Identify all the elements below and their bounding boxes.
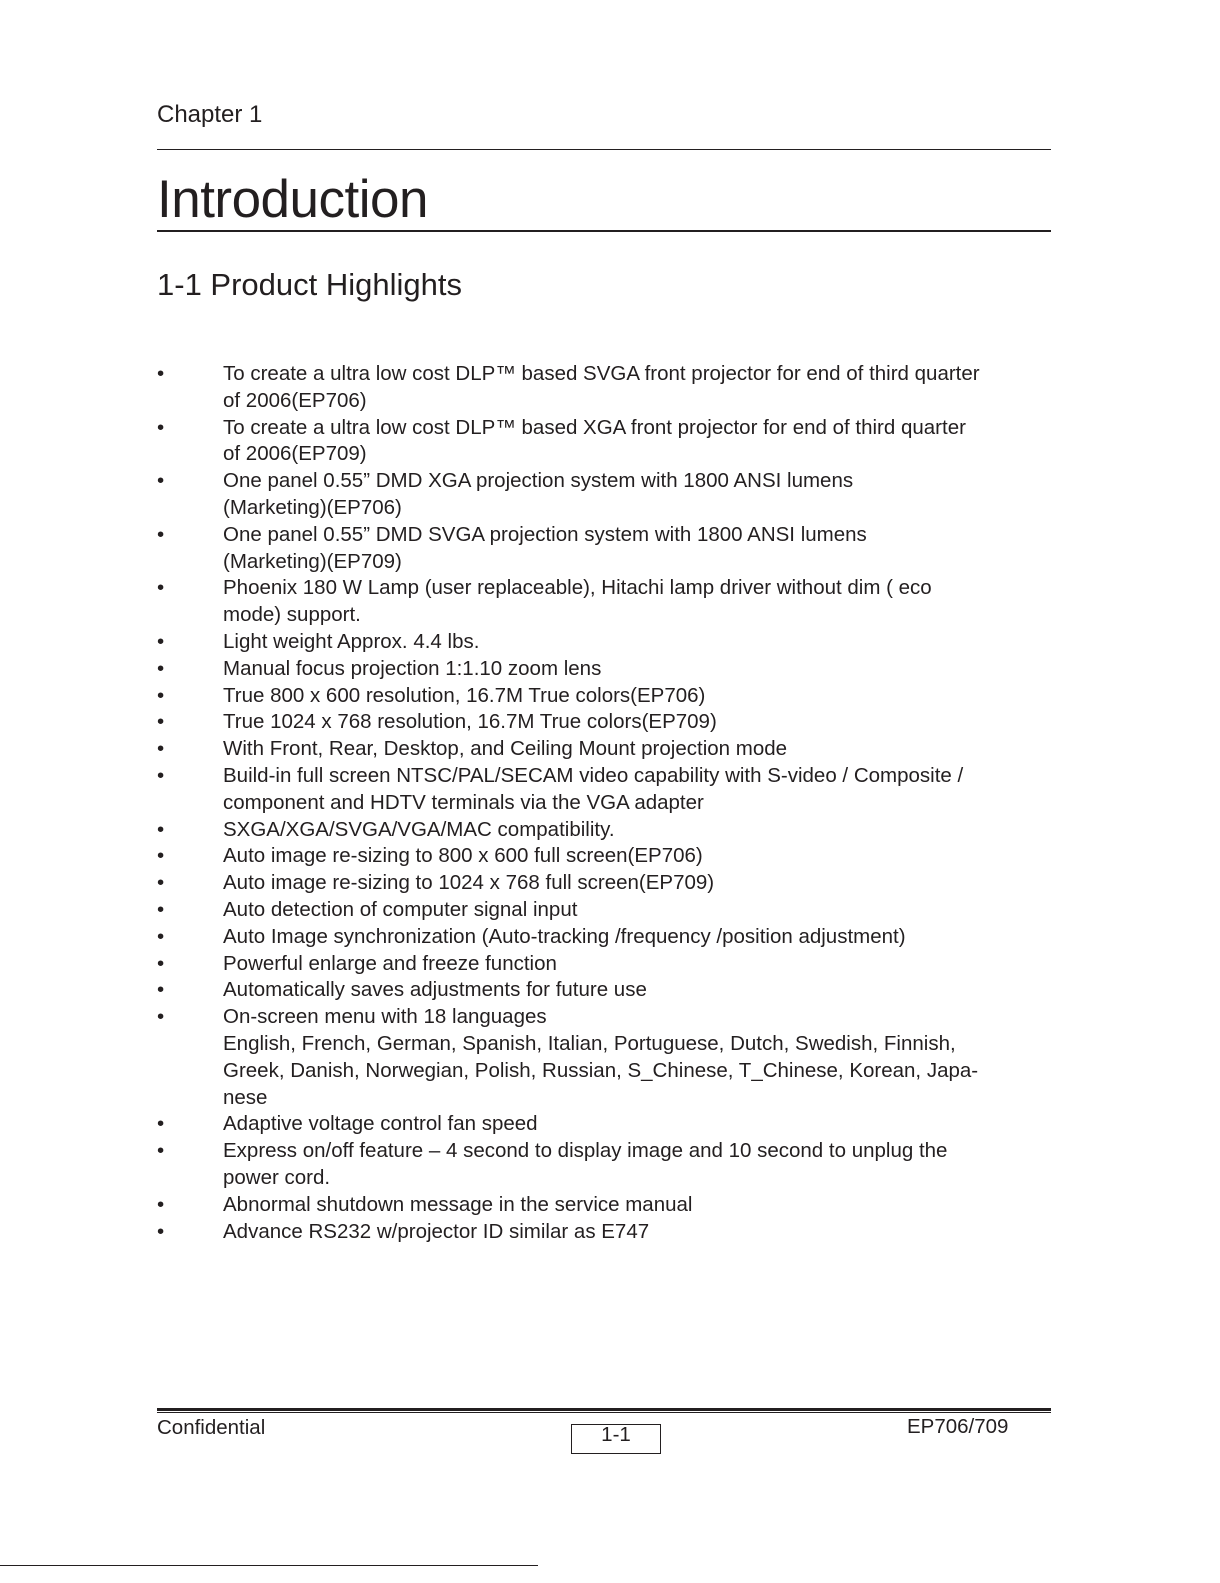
bullet-icon: • <box>157 924 165 948</box>
highlight-text: Auto Image synchronization (Auto-tracking /frequency /position adjustment) <box>223 924 906 948</box>
highlight-text: Advance RS232 w/projector ID similar as E747 <box>223 1219 650 1243</box>
bullet-icon: • <box>157 897 165 921</box>
highlight-item <box>157 924 1057 951</box>
footer-model: EP706/709 <box>907 1415 1009 1438</box>
highlight-item <box>157 468 1057 522</box>
highlight-item <box>157 843 1057 870</box>
highlight-item <box>157 1111 1057 1138</box>
bullet-icon: • <box>157 844 165 868</box>
bullet-icon: • <box>157 656 165 680</box>
title-underline <box>157 230 1051 232</box>
header-divider <box>157 149 1051 150</box>
bullet-icon: • <box>157 415 165 439</box>
bullet-icon: • <box>157 951 165 975</box>
highlight-item <box>157 522 1057 576</box>
footer-divider-thick <box>157 1408 1051 1411</box>
highlight-text: Build-in full screen NTSC/PAL/SECAM video capability with S-video / Composite / component and HDTV terminals via the VGA adapter <box>223 763 964 814</box>
highlight-item <box>157 683 1057 710</box>
bullet-icon: • <box>157 683 165 707</box>
bullet-icon: • <box>157 763 165 787</box>
highlight-item <box>157 656 1057 683</box>
chapter-title: Introduction <box>157 170 428 229</box>
highlight-text: With Front, Rear, Desktop, and Ceiling Mount projection mode <box>223 737 788 761</box>
bullet-icon: • <box>157 469 165 493</box>
highlight-text: Manual focus projection 1:1.10 zoom lens <box>223 656 602 680</box>
highlight-text: To create a ultra low cost DLP™ based XGA front projector for end of third quarter of 2006(EP709) <box>223 415 966 466</box>
bullet-icon: • <box>157 817 165 841</box>
highlight-text: Auto detection of computer signal input <box>223 897 578 921</box>
highlight-text: Auto image re-sizing to 1024 x 768 full screen(EP709) <box>223 871 715 895</box>
highlight-text: Light weight Approx. 4.4 lbs. <box>223 629 480 653</box>
highlight-item <box>157 977 1057 1004</box>
bullet-icon: • <box>157 1219 165 1243</box>
highlight-text: On-screen menu with 18 languages English, French, German, Spanish, Italian, Portuguese, Dutch, Swedish, Finnish, Greek, Danish, Norwegian, Polish, Russian, S_Chinese, T_Chinese, Korean, Japa- nese <box>223 1005 979 1109</box>
bullet-icon: • <box>157 1139 165 1163</box>
bullet-icon: • <box>157 978 165 1002</box>
highlight-item <box>157 763 1057 817</box>
bullet-icon: • <box>157 871 165 895</box>
bullet-icon: • <box>157 576 165 600</box>
bullet-icon: • <box>157 522 165 546</box>
highlight-item <box>157 736 1057 763</box>
highlight-text: One panel 0.55” DMD SVGA projection system with 1800 ANSI lumens (Marketing)(EP709) <box>223 522 867 573</box>
highlight-item <box>157 1192 1057 1219</box>
bullet-icon: • <box>157 737 165 761</box>
bullet-icon: • <box>157 1005 165 1029</box>
highlight-text: One panel 0.55” DMD XGA projection system with 1800 ANSI lumens (Marketing)(EP706) <box>223 469 854 519</box>
scan-edge-line <box>0 1565 538 1566</box>
highlight-text: Abnormal shutdown message in the service manual <box>223 1192 693 1216</box>
highlight-text: Automatically saves adjustments for future use <box>223 978 647 1002</box>
highlight-text: Express on/off feature – 4 second to display image and 10 second to unplug the power cord. <box>223 1139 948 1189</box>
highlight-item <box>157 951 1057 978</box>
highlight-item <box>157 629 1057 656</box>
footer-confidential: Confidential <box>157 1416 266 1439</box>
highlight-item <box>157 1219 1057 1246</box>
highlight-item <box>157 361 1057 415</box>
bullet-icon: • <box>157 1192 165 1216</box>
bullet-icon: • <box>157 1112 165 1136</box>
highlight-text: Auto image re-sizing to 800 x 600 full screen(EP706) <box>223 844 703 868</box>
highlight-item <box>157 1138 1057 1192</box>
highlight-item <box>157 415 1057 469</box>
highlight-text: Adaptive voltage control fan speed <box>223 1112 538 1136</box>
bullet-icon: • <box>157 362 165 385</box>
page-number: 1-1 <box>571 1424 661 1454</box>
highlight-item <box>157 575 1057 629</box>
highlight-text: True 1024 x 768 resolution, 16.7M True colors(EP709) <box>223 710 717 734</box>
highlight-item <box>157 1004 1057 1111</box>
highlight-item <box>157 897 1057 924</box>
highlight-item <box>157 709 1057 736</box>
chapter-label: Chapter 1 <box>157 101 263 128</box>
highlight-item <box>157 817 1057 844</box>
highlight-text: SXGA/XGA/SVGA/VGA/MAC compatibility. <box>223 817 615 841</box>
highlights-list <box>157 361 1057 1245</box>
highlight-text: Phoenix 180 W Lamp (user replaceable), Hitachi lamp driver without dim ( eco mode) support. <box>223 576 932 627</box>
bullet-icon: • <box>157 629 165 653</box>
bullet-icon: • <box>157 710 165 734</box>
section-title: 1-1 Product Highlights <box>157 267 462 302</box>
highlight-text: Powerful enlarge and freeze function <box>223 951 557 975</box>
highlight-text: To create a ultra low cost DLP™ based SVGA front projector for end of third quarter of 2006(EP706) <box>223 362 980 412</box>
footer-divider-thin <box>157 1412 1051 1413</box>
highlight-item <box>157 870 1057 897</box>
highlight-text: True 800 x 600 resolution, 16.7M True colors(EP706) <box>223 683 706 707</box>
